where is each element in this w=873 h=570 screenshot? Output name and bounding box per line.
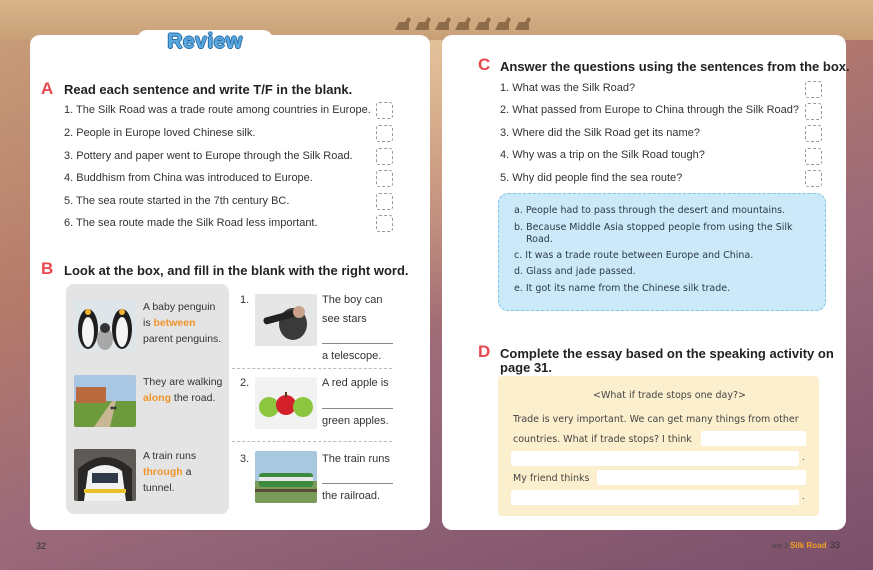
section-a-item: 4. Buddhism from China was introduced to Europe. — [64, 172, 313, 184]
section-b-heading: Look at the box, and fill in the blank with the right word. — [64, 263, 409, 278]
question-text: A red apple is — [322, 377, 389, 389]
answer-blank[interactable] — [322, 408, 393, 409]
section-d-letter: D — [478, 342, 491, 361]
example-text: tunnel. — [143, 482, 175, 494]
section-c-item: 4. Why was a trip on the Silk Road tough? — [500, 149, 705, 161]
road-photo — [74, 375, 136, 427]
answer-box[interactable] — [805, 103, 822, 120]
example-text: is — [143, 317, 154, 329]
essay-input[interactable] — [701, 431, 806, 446]
tf-answer-box[interactable] — [376, 170, 393, 187]
example-road-text — [143, 374, 222, 406]
section-a-letter: A — [41, 79, 54, 98]
highlight-word: through — [143, 466, 183, 478]
section-c-item: 1. What was the Silk Road? — [500, 82, 636, 94]
question-text: the railroad. — [322, 490, 381, 502]
section-d-heading: Complete the essay based on the speaking activity on — [500, 346, 834, 361]
section-c-letter: C — [478, 55, 491, 74]
section-a-item: 3. Pottery and paper went to Europe through the Silk Road. — [64, 150, 353, 162]
tf-answer-box[interactable] — [376, 193, 393, 210]
unit-number: unit 3 — [771, 543, 789, 550]
divider — [232, 368, 392, 369]
tf-answer-box[interactable] — [376, 215, 393, 232]
essay-text: My friend thinks — [513, 473, 590, 484]
railroad-train-photo — [255, 451, 317, 503]
essay-input[interactable] — [511, 451, 799, 466]
highlight-word: between — [153, 317, 196, 329]
question-number: 1. — [240, 294, 250, 306]
highlight-word: along — [143, 392, 171, 404]
answer-choice: a. People had to pass through the desert and mountains. — [514, 205, 786, 216]
answer-blank[interactable] — [322, 343, 393, 344]
apples-photo — [255, 377, 317, 429]
telescope-boy-photo — [255, 294, 317, 346]
page-number-right: 33 — [830, 540, 841, 550]
example-text: A train runs — [143, 450, 197, 462]
answer-choice: b. Because Middle Asia stopped people from using the Silk — [514, 222, 793, 233]
answer-choice: d. Glass and jade passed. — [514, 266, 636, 277]
section-a-item: 5. The sea route started in the 7th century BC. — [64, 195, 290, 207]
question-text: a telescope. — [322, 350, 382, 362]
question-text: see stars — [322, 313, 367, 325]
section-a-item: 2. People in Europe loved Chinese silk. — [64, 127, 256, 139]
divider — [232, 441, 392, 442]
answer-box[interactable] — [805, 81, 822, 98]
answer-box[interactable] — [805, 125, 822, 142]
tf-answer-box[interactable] — [376, 148, 393, 165]
section-a-heading: Read each sentence and write T/F in the blank. — [64, 82, 353, 97]
answer-choice: Road. — [526, 234, 553, 245]
section-d-heading: page 31. — [500, 360, 553, 375]
example-text: They are walking — [143, 376, 223, 388]
section-a-item: 6. The sea route made the Silk Road less important. — [64, 217, 318, 229]
example-text: the road. — [171, 392, 216, 404]
period: . — [802, 452, 805, 463]
example-text: a — [182, 466, 192, 478]
question-number: 2. — [240, 377, 250, 389]
section-c-item: 5. Why did people find the sea route? — [500, 172, 683, 184]
footer-unit-label — [771, 541, 827, 550]
section-c-item: 2. What passed from Europe to China through the Silk Road? — [500, 104, 800, 116]
section-b-letter: B — [41, 259, 54, 278]
section-a-item: 1. The Silk Road was a trade route among countries in Europe. — [64, 104, 371, 116]
question-text: The boy can — [322, 294, 383, 306]
answer-box[interactable] — [805, 148, 822, 165]
answer-choice: c. It was a trade route between Europe and China. — [514, 250, 754, 261]
question-number: 3. — [240, 453, 250, 465]
essay-text: Trade is very important. We can get many things from other — [513, 414, 799, 425]
essay-input[interactable] — [511, 490, 799, 505]
example-text: parent penguins. — [143, 333, 222, 345]
section-c-heading: Answer the questions using the sentences from the box. — [500, 59, 850, 74]
essay-text: countries. What if trade stops? I think — [513, 434, 692, 445]
train-tunnel-photo — [74, 449, 136, 501]
example-penguin-text — [143, 299, 221, 347]
essay-input[interactable] — [597, 470, 806, 485]
page-number-left: 32 — [36, 541, 47, 551]
answer-blank[interactable] — [322, 483, 393, 484]
example-train-text — [143, 448, 196, 496]
answer-box[interactable] — [805, 170, 822, 187]
question-text: green apples. — [322, 415, 389, 427]
tf-answer-box[interactable] — [376, 102, 393, 119]
tf-answer-box[interactable] — [376, 125, 393, 142]
question-text: The train runs — [322, 453, 390, 465]
review-title: Review — [167, 30, 243, 53]
camel-caravan-icon — [393, 10, 543, 34]
section-c-item: 3. Where did the Silk Road get its name? — [500, 127, 700, 139]
period: . — [802, 491, 805, 502]
essay-title: <What if trade stops one day?> — [593, 390, 746, 401]
example-text: A baby penguin — [143, 301, 216, 313]
answer-choice: e. It got its name from the Chinese silk trade. — [514, 283, 731, 294]
unit-title: Silk Road — [790, 541, 827, 550]
penguins-photo — [74, 299, 136, 351]
